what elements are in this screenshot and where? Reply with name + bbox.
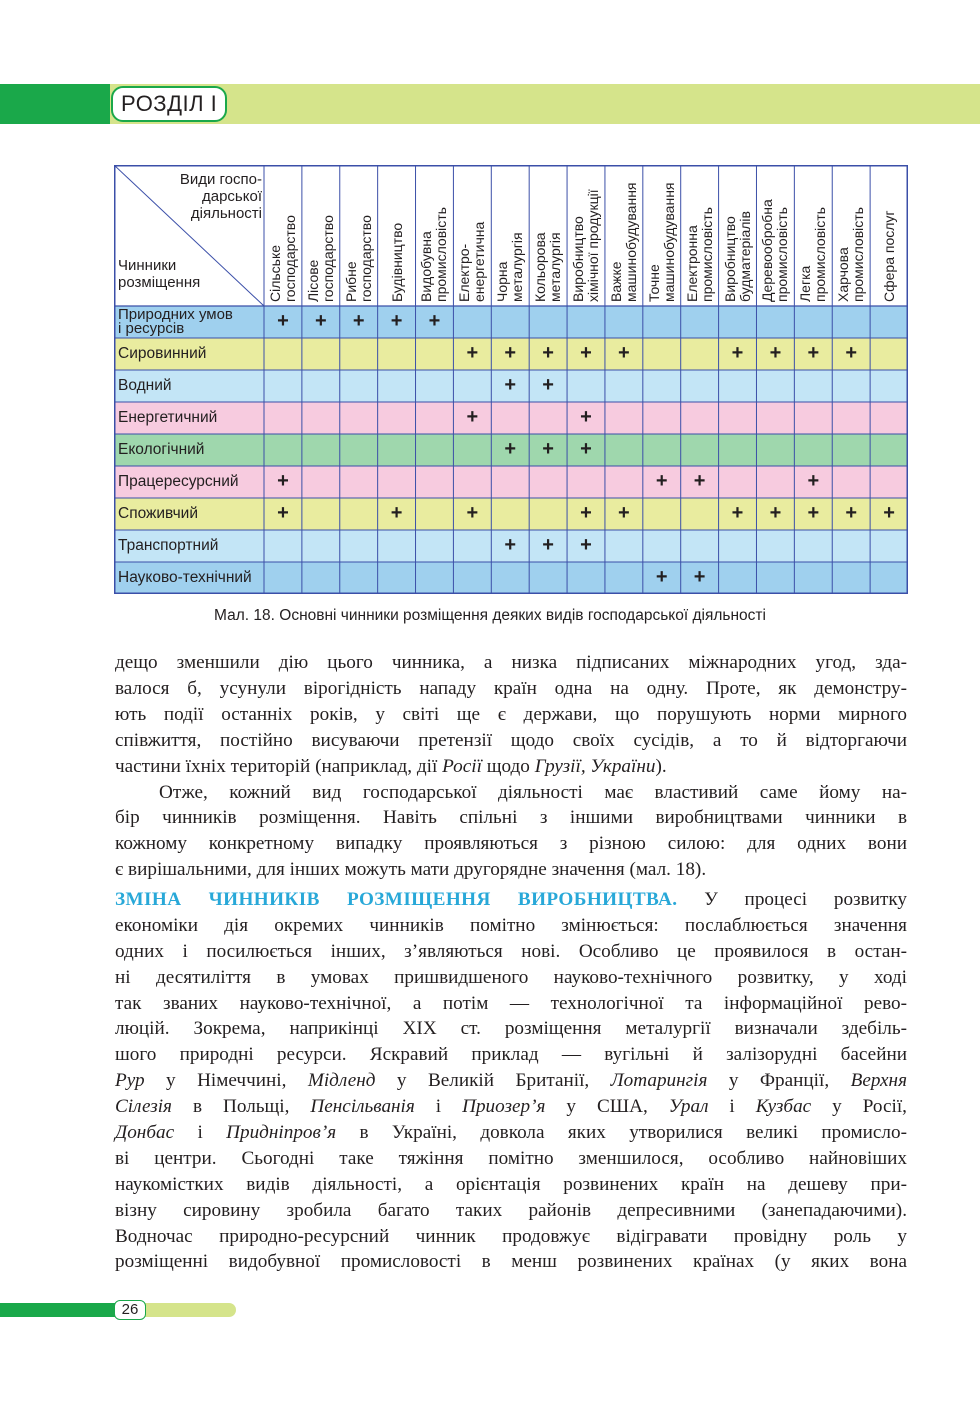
paragraph-3 [115,887,907,1275]
section-heading: ЗМІНА ЧИННИКІВ РОЗМІЩЕННЯ ВИРОБНИЦТВА. [115,889,678,910]
header-lime-band [110,84,980,124]
text-line: Рур у Німеччині, Мідленд у Великій Британії, Лотарингія у Франції, Верхня [115,1070,907,1092]
plus-mark: + [542,534,554,556]
column-header: Електронна промисловість [683,207,715,302]
row-label: Сировинний [118,345,207,362]
plus-mark: + [807,502,820,524]
plus-mark: + [618,502,630,524]
plus-mark: + [845,342,858,364]
header-green-band [0,84,120,124]
row-label: Водний [118,377,172,394]
plus-mark: + [580,502,592,524]
plus-mark: + [542,374,554,396]
text-line: ЗМІНА ЧИННИКІВ РОЗМІЩЕННЯ ВИРОБНИЦТВА. У процесі розвитку [115,889,907,910]
column-header: Виробництво будматеріалів [721,211,753,302]
row-label: Природних умов і ресурсів [118,306,233,337]
column-header: Кольорова металургія [532,232,564,302]
plus-mark: + [580,406,592,428]
text-line: валося б, усунули вірогідність нападу країн одна на одну. Проте, як демонстру- [115,677,907,699]
plus-mark: + [428,310,441,332]
plus-mark: + [466,502,479,524]
column-header: Точне машинобудування [645,182,677,302]
row-label: Екологічний [118,441,205,458]
text-line: є вирішальними, для інших можуть мати другорядне значення (мал. 18). [115,859,707,881]
row-background [114,402,908,434]
column-header: Рибне господарство [342,215,374,302]
page-number: 26 [114,1300,146,1320]
section-label: РОЗДІЛ I [111,86,227,122]
text-line: Водночас природно-ресурсний чинник продовжує відігравати провідну роль у [115,1225,907,1247]
plus-mark: + [580,534,592,556]
text-line: дещо зменшили дію цього чинника, а низка підписаних міжнародних угод, зда- [115,652,907,673]
row-label: Енергетичний [118,409,218,426]
column-header: Деревообробна промисловість [759,199,791,302]
footer-green-band [0,1303,116,1317]
corner-activity-kinds: Види госпо- дарської діяльності [179,171,262,222]
column-header: Електро- енергетична [456,221,488,302]
text-line: візну сировину зробила багато таких районів депресивними (занепадаючими). [115,1199,907,1221]
plus-mark: + [655,470,668,492]
footer-lime-band [140,1303,236,1317]
plus-mark: + [504,342,517,364]
text-line: шого природні ресурси. Яскравий приклад — вугільні й залізорудні басейни [115,1044,907,1066]
row-label: Працересурсний [118,473,239,490]
column-header: Видобувна промисловість [418,207,450,302]
text-line: розміщенні видобувної промисловості в менш розвинених країнах (у яких вона [115,1251,907,1273]
plus-mark: + [845,502,858,524]
plus-mark: + [277,470,289,492]
plus-mark: + [504,534,517,556]
plus-mark: + [883,502,895,524]
plus-mark: + [807,470,820,492]
plus-mark: + [693,566,706,588]
text-line: люцій. Зокрема, наприкінці XIX ст. розміщення металургії визначали здебіль- [115,1018,907,1040]
corner-location-factors: Чинники розміщення [118,257,201,291]
row-label: Науково-технічний [118,569,252,586]
row-background [114,306,908,338]
plus-mark: + [655,566,668,588]
column-header: Чорна металургія [494,232,526,302]
row-label: Транспортний [118,537,219,554]
plus-mark: + [466,406,479,428]
column-header: Лісове господарство [304,215,336,302]
plus-mark: + [277,310,289,332]
column-header: Виробництво хімічної продукції [570,189,601,302]
plus-mark: + [580,438,592,460]
plus-mark: + [731,502,744,524]
column-header: Сільське господарство [266,215,298,302]
text-line: Донбас і Придніпров’я в Україні, довкола яких утворилися великі промисло- [115,1122,907,1144]
plus-mark: + [466,342,479,364]
paragraph-1 [115,650,907,779]
plus-mark: + [277,502,289,524]
text-line: ві центри. Сьогодні таке тяжіння помітно зменшилося, особливо найновіших [115,1147,907,1169]
plus-mark: + [769,342,782,364]
column-header: Будівництво [388,222,405,302]
plus-mark: + [314,310,327,332]
text-line: наукомістких видів діяльності, а орієнтація розвинених країн на дешеву при- [115,1173,907,1195]
column-header: Сфера послуг [880,210,897,302]
plus-mark: + [352,310,365,332]
plus-mark: + [542,438,554,460]
plus-mark: + [504,374,517,396]
plus-mark: + [618,342,630,364]
plus-mark: + [731,342,744,364]
plus-mark: + [693,470,706,492]
plus-mark: + [580,342,592,364]
text-line: Отже, кожний вид господарської діяльності має властивий саме йому на- [159,781,907,803]
plus-mark: + [542,342,554,364]
plus-mark: + [504,438,517,460]
text-line: співжиття, постійно висуваючи претензії щодо своїх сусідів, а то й відторгаючи [115,729,907,751]
text-line: Сілезія в Польщі, Пенсільванія і Приозер’я у США, Урал і Кузбас у Росії, [115,1096,907,1118]
paragraph-2 [115,780,907,884]
text-line: так званих науково-технічної, а потім — технологічної та інформаційної рево- [115,992,907,1014]
column-header: Легка промисловість [797,207,829,302]
plus-mark: + [390,310,403,332]
plus-mark: + [807,342,820,364]
text-line: бір чинників розміщення. Навіть спільні з іншими виробництвами чинники в [115,807,907,829]
row-label: Споживчий [118,505,198,522]
text-line: ють події останніх років, у світі ще є держави, що порушують норми мирного [115,703,907,725]
text-line: частини їхніх територій (наприклад, дії Росії щодо Грузії, України). [115,755,667,777]
text-line: одних і посилюється інших, з’являються нові. Особливо це проявилося в остан- [115,940,907,962]
plus-mark: + [390,502,403,524]
text-line: кожному конкретному випадку проявляються з різною силою: для одних вони [115,833,907,855]
figure-caption: Мал. 18. Основні чинники розміщення деяких видів господарської діяльності [214,607,766,624]
column-header: Харчова промисловість [835,207,867,302]
text-line: ні десятиліття в умовах пришвидшеного науково-технічного розвитку, у ході [115,966,907,988]
text-line: економіки дія окремих чинників помітно змінюється: послаблюється значення [115,914,907,936]
factors-table [114,165,908,594]
plus-mark: + [769,502,782,524]
column-header: Важке машинобудування [607,182,639,302]
